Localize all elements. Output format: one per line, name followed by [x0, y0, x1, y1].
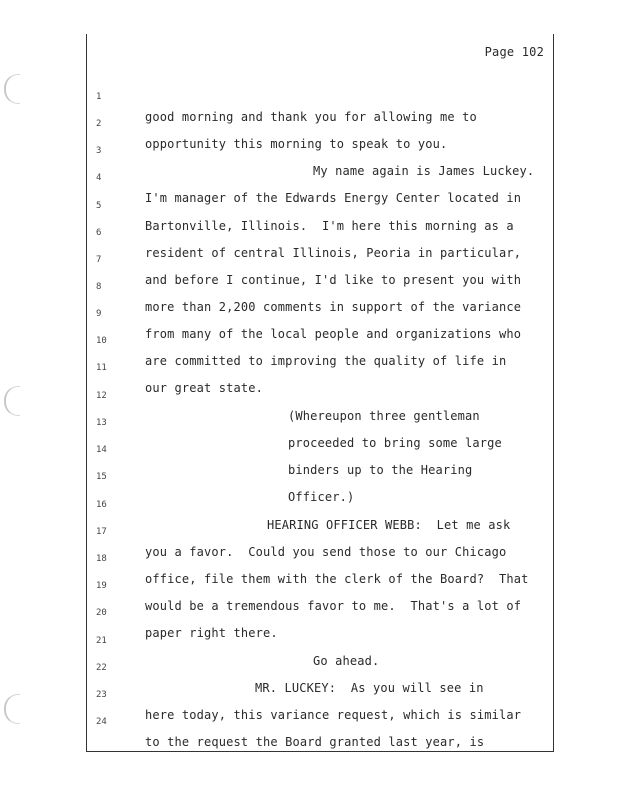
line-text: HEARING OFFICER WEBB: Let me ask	[267, 518, 511, 532]
line-number: 22	[96, 663, 107, 673]
line-number: 8	[96, 282, 102, 292]
line-number: 10	[96, 336, 107, 346]
line-text: MR. LUCKEY: As you will see in	[255, 681, 484, 695]
line-number: 12	[96, 391, 107, 401]
line-number: 9	[96, 309, 102, 319]
line-number: 18	[96, 554, 107, 564]
line-text: Bartonville, Illinois. I'm here this morning as a	[145, 219, 514, 233]
line-text: from many of the local people and organizations who	[145, 327, 522, 341]
line-number: 14	[96, 445, 107, 455]
line-number: 5	[96, 201, 102, 211]
line-text: paper right there.	[145, 626, 278, 640]
line-number: 1	[96, 92, 102, 102]
line-number: 11	[96, 363, 107, 373]
line-text: you a favor. Could you send those to our Chicago	[145, 545, 507, 559]
line-number: 15	[96, 472, 107, 482]
line-text: proceeded to bring some large	[288, 436, 502, 450]
line-number: 19	[96, 581, 107, 591]
line-number: 21	[96, 636, 107, 646]
line-text: are committed to improving the quality of life in	[145, 354, 507, 368]
line-text: I'm manager of the Edwards Energy Center located in	[145, 191, 522, 205]
line-number: 6	[96, 228, 102, 238]
page-number: Page 102	[484, 45, 544, 59]
line-text: (Whereupon three gentleman	[288, 409, 480, 423]
line-text: to the request the Board granted last year, is	[145, 735, 485, 749]
line-number: 4	[96, 173, 102, 183]
line-text: binders up to the Hearing	[288, 463, 473, 477]
line-text: office, file them with the clerk of the Board? That	[145, 572, 529, 586]
line-number: 7	[96, 255, 102, 265]
line-text: My name again is James Luckey.	[313, 164, 535, 178]
line-number: 16	[96, 500, 107, 510]
line-number: 2	[96, 119, 102, 129]
line-text: good morning and thank you for allowing me to	[145, 110, 477, 124]
line-number: 17	[96, 527, 107, 537]
line-text: Officer.)	[288, 490, 355, 504]
transcript-line	[0, 67, 618, 124]
line-number: 23	[96, 690, 107, 700]
line-number: 20	[96, 608, 107, 618]
line-text: opportunity this morning to speak to you.	[145, 137, 448, 151]
line-number: 13	[96, 418, 107, 428]
line-text: more than 2,200 comments in support of the variance	[145, 300, 522, 314]
line-text: Go ahead.	[313, 654, 380, 668]
line-text: and before I continue, I'd like to present you with	[145, 273, 522, 287]
line-text: resident of central Illinois, Peoria in particular,	[145, 246, 522, 260]
line-text: would be a tremendous favor to me. That's a lot of	[145, 599, 522, 613]
line-number: 3	[96, 146, 102, 156]
line-text: our great state.	[145, 381, 263, 395]
line-text: here today, this variance request, which is similar	[145, 708, 522, 722]
line-number: 24	[96, 717, 107, 727]
